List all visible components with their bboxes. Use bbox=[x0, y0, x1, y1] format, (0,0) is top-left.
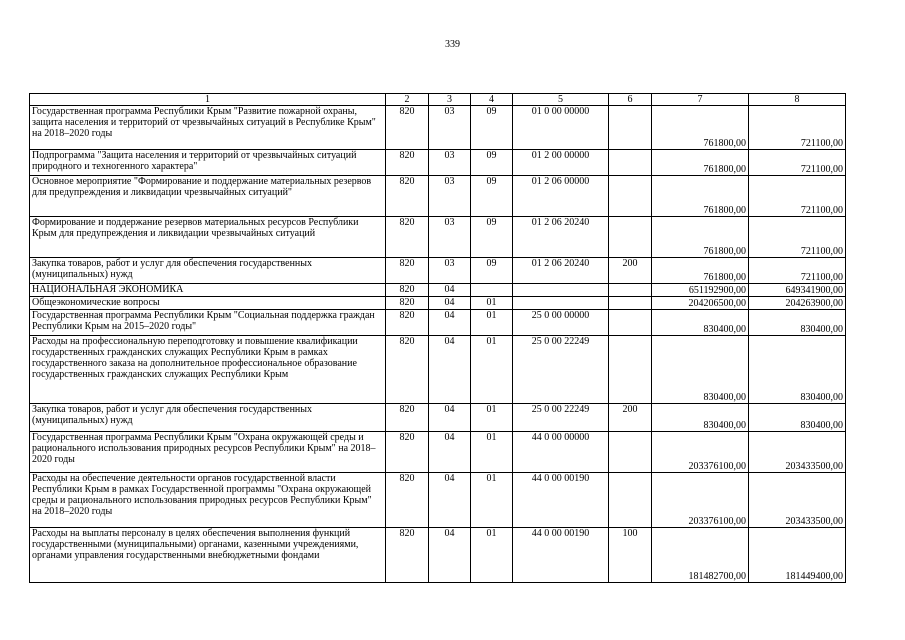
table-row bbox=[30, 404, 846, 432]
row-subsection-code: 09 bbox=[471, 150, 513, 176]
row-expense-type bbox=[609, 217, 652, 258]
row-expense-type bbox=[609, 106, 652, 150]
row-subsection-code: 09 bbox=[471, 258, 513, 284]
row-amount-2020: 204263900,00 bbox=[749, 297, 846, 310]
row-expense-type bbox=[609, 284, 652, 297]
row-target-article: 01 2 06 20240 bbox=[513, 258, 609, 284]
row-ministry-code: 820 bbox=[386, 473, 429, 528]
row-section-code: 04 bbox=[429, 404, 471, 432]
table-header-row bbox=[30, 94, 846, 106]
row-expense-type bbox=[609, 176, 652, 217]
row-expense-type bbox=[609, 310, 652, 336]
row-amount-2020: 721100,00 bbox=[749, 106, 846, 150]
row-amount-2019: 761800,00 bbox=[652, 217, 749, 258]
row-expense-type: 100 bbox=[609, 528, 652, 583]
row-name: Расходы на выплаты персоналу в целях обеспечения выполнения функций государственными (муниципальными) органами, казенными учреждениями, органами управления государственными внебюджетными фондами bbox=[30, 528, 386, 583]
row-section-code: 04 bbox=[429, 284, 471, 297]
row-ministry-code: 820 bbox=[386, 258, 429, 284]
row-amount-2020: 203433500,00 bbox=[749, 432, 846, 473]
row-subsection-code: 01 bbox=[471, 432, 513, 473]
table-row bbox=[30, 258, 846, 284]
row-expense-type bbox=[609, 336, 652, 404]
row-expense-type bbox=[609, 297, 652, 310]
row-target-article: 44 0 00 00190 bbox=[513, 473, 609, 528]
row-name: Закупка товаров, работ и услуг для обеспечения государственных (муниципальных) нужд bbox=[30, 258, 386, 284]
column-header: 4 bbox=[471, 94, 513, 106]
row-section-code: 03 bbox=[429, 217, 471, 258]
row-subsection-code: 01 bbox=[471, 528, 513, 583]
row-section-code: 04 bbox=[429, 310, 471, 336]
table-row bbox=[30, 284, 846, 297]
row-name: Закупка товаров, работ и услуг для обеспечения государственных (муниципальных) нужд bbox=[30, 404, 386, 432]
row-subsection-code: 09 bbox=[471, 176, 513, 217]
table-row bbox=[30, 150, 846, 176]
row-name: Государственная программа Республики Крым "Социальная поддержка граждан Республики Крым на 2015–2020 годы" bbox=[30, 310, 386, 336]
column-header: 3 bbox=[429, 94, 471, 106]
row-name: НАЦИОНАЛЬНАЯ ЭКОНОМИКА bbox=[30, 284, 386, 297]
row-ministry-code: 820 bbox=[386, 176, 429, 217]
row-subsection-code: 01 bbox=[471, 336, 513, 404]
row-target-article: 25 0 00 00000 bbox=[513, 310, 609, 336]
row-ministry-code: 820 bbox=[386, 404, 429, 432]
row-amount-2019: 203376100,00 bbox=[652, 473, 749, 528]
column-header: 1 bbox=[30, 94, 386, 106]
row-amount-2019: 761800,00 bbox=[652, 150, 749, 176]
page-number: 339 bbox=[445, 39, 460, 50]
row-ministry-code: 820 bbox=[386, 310, 429, 336]
row-expense-type bbox=[609, 473, 652, 528]
row-section-code: 04 bbox=[429, 432, 471, 473]
row-amount-2019: 761800,00 bbox=[652, 106, 749, 150]
row-ministry-code: 820 bbox=[386, 217, 429, 258]
row-ministry-code: 820 bbox=[386, 297, 429, 310]
row-amount-2020: 721100,00 bbox=[749, 176, 846, 217]
row-ministry-code: 820 bbox=[386, 150, 429, 176]
row-amount-2019: 181482700,00 bbox=[652, 528, 749, 583]
table-row bbox=[30, 528, 846, 583]
row-ministry-code: 820 bbox=[386, 336, 429, 404]
row-subsection-code: 01 bbox=[471, 473, 513, 528]
row-target-article: 25 0 00 22249 bbox=[513, 404, 609, 432]
row-subsection-code: 09 bbox=[471, 106, 513, 150]
row-target-article: 01 2 06 00000 bbox=[513, 176, 609, 217]
row-amount-2020: 649341900,00 bbox=[749, 284, 846, 297]
table-row bbox=[30, 310, 846, 336]
row-ministry-code: 820 bbox=[386, 284, 429, 297]
row-target-article: 01 2 00 00000 bbox=[513, 150, 609, 176]
row-amount-2020: 203433500,00 bbox=[749, 473, 846, 528]
row-amount-2020: 721100,00 bbox=[749, 258, 846, 284]
row-amount-2019: 761800,00 bbox=[652, 176, 749, 217]
row-section-code: 04 bbox=[429, 297, 471, 310]
row-name: Основное мероприятие "Формирование и поддержание материальных резервов для предупреждения и ликвидации чрезвычайных ситуаций" bbox=[30, 176, 386, 217]
table-row bbox=[30, 176, 846, 217]
row-name: Общеэкономические вопросы bbox=[30, 297, 386, 310]
row-target-article: 44 0 00 00000 bbox=[513, 432, 609, 473]
column-header: 7 bbox=[652, 94, 749, 106]
row-amount-2020: 721100,00 bbox=[749, 150, 846, 176]
row-amount-2019: 830400,00 bbox=[652, 310, 749, 336]
row-name: Подпрограмма "Защита населения и территорий от чрезвычайных ситуаций природного и техногенного характера" bbox=[30, 150, 386, 176]
row-amount-2019: 651192900,00 bbox=[652, 284, 749, 297]
row-name: Государственная программа Республики Крым "Охрана окружающей среды и рационального использования природных ресурсов Республики Крым" на 2018–2020 годы bbox=[30, 432, 386, 473]
row-amount-2020: 181449400,00 bbox=[749, 528, 846, 583]
table-row bbox=[30, 473, 846, 528]
row-section-code: 03 bbox=[429, 150, 471, 176]
row-name: Формирование и поддержание резервов материальных ресурсов Республики Крым для предупреждения и ликвидации чрезвычайных ситуаций bbox=[30, 217, 386, 258]
row-expense-type: 200 bbox=[609, 258, 652, 284]
column-header: 8 bbox=[749, 94, 846, 106]
row-subsection-code: 01 bbox=[471, 310, 513, 336]
row-name: Расходы на обеспечение деятельности органов государственной власти Республики Крым в рамках Государственной программы "Охрана окружающей среды и рационального использования природных ресурсов Республики Крым" на 2018–2020 годы bbox=[30, 473, 386, 528]
row-amount-2019: 761800,00 bbox=[652, 258, 749, 284]
row-ministry-code: 820 bbox=[386, 106, 429, 150]
column-header: 6 bbox=[609, 94, 652, 106]
table-row bbox=[30, 336, 846, 404]
row-amount-2020: 830400,00 bbox=[749, 310, 846, 336]
row-section-code: 03 bbox=[429, 176, 471, 217]
row-target-article: 01 0 00 00000 bbox=[513, 106, 609, 150]
row-amount-2019: 830400,00 bbox=[652, 336, 749, 404]
row-section-code: 04 bbox=[429, 336, 471, 404]
table-row bbox=[30, 106, 846, 150]
row-section-code: 03 bbox=[429, 106, 471, 150]
row-amount-2020: 830400,00 bbox=[749, 336, 846, 404]
row-section-code: 04 bbox=[429, 473, 471, 528]
row-section-code: 04 bbox=[429, 528, 471, 583]
row-expense-type bbox=[609, 432, 652, 473]
row-ministry-code: 820 bbox=[386, 432, 429, 473]
row-amount-2019: 203376100,00 bbox=[652, 432, 749, 473]
row-subsection-code: 09 bbox=[471, 217, 513, 258]
row-target-article bbox=[513, 284, 609, 297]
row-expense-type bbox=[609, 150, 652, 176]
row-amount-2020: 721100,00 bbox=[749, 217, 846, 258]
row-expense-type: 200 bbox=[609, 404, 652, 432]
column-header: 2 bbox=[386, 94, 429, 106]
budget-table bbox=[29, 93, 846, 583]
row-amount-2019: 204206500,00 bbox=[652, 297, 749, 310]
row-subsection-code: 01 bbox=[471, 404, 513, 432]
row-target-article: 25 0 00 22249 bbox=[513, 336, 609, 404]
table-row bbox=[30, 297, 846, 310]
table-row bbox=[30, 217, 846, 258]
row-amount-2019: 830400,00 bbox=[652, 404, 749, 432]
row-target-article: 44 0 00 00190 bbox=[513, 528, 609, 583]
row-name: Государственная программа Республики Крым "Развитие пожарной охраны, защита населения и территорий от чрезвычайных ситуаций в Республике Крым" на 2018–2020 годы bbox=[30, 106, 386, 150]
row-subsection-code bbox=[471, 284, 513, 297]
row-target-article: 01 2 06 20240 bbox=[513, 217, 609, 258]
table-row bbox=[30, 432, 846, 473]
row-amount-2020: 830400,00 bbox=[749, 404, 846, 432]
column-header: 5 bbox=[513, 94, 609, 106]
row-section-code: 03 bbox=[429, 258, 471, 284]
row-target-article bbox=[513, 297, 609, 310]
row-name: Расходы на профессиональную переподготовку и повышение квалификации государственных гражданских служащих Республики Крым в рамках государственного заказа на дополнительное профессиональное образование государственных гражданских служащих Республики Крым bbox=[30, 336, 386, 404]
row-ministry-code: 820 bbox=[386, 528, 429, 583]
row-subsection-code: 01 bbox=[471, 297, 513, 310]
